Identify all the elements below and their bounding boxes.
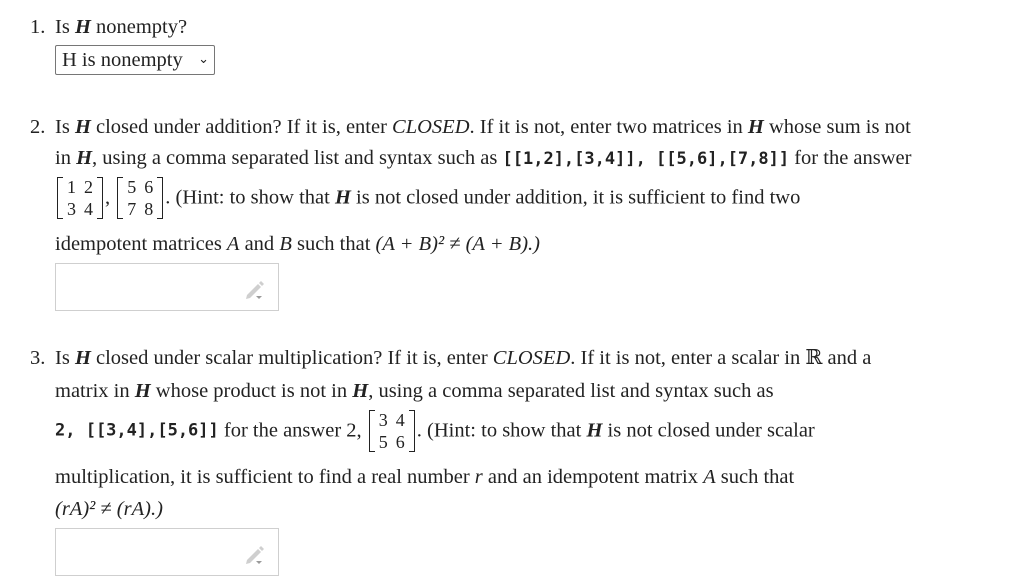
select-value: H is nonempty: [62, 49, 183, 71]
question-text-line-3: 2, [[3,4],[5,6]] for the answer 2, 3 4 5 6 . (Hint: to show that H is not closed under scalar: [55, 410, 815, 452]
formula: (rA)² ≠ (rA).): [55, 498, 163, 520]
question-number: 2.: [30, 116, 46, 138]
question-number: 3.: [30, 347, 46, 369]
example-matrix: 3 4 5 6: [369, 409, 415, 453]
question-text-line-1: Is H closed under scalar multiplication? If it is, enter CLOSED. If it is not, enter a scalar in ℝ and a: [55, 347, 872, 369]
syntax-example: [[1,2],[3,4]], [[5,6],[7,8]]: [502, 149, 790, 169]
question-text-line-4: multiplication, it is sufficient to find a real number r and an idempotent matrix A such that: [55, 466, 795, 488]
question-text-line-5: [55, 494, 163, 525]
question-text-line-1: Is H closed under addition? If it is, enter CLOSED. If it is not, enter two matrices in H whose sum is not: [55, 116, 911, 138]
chevron-down-icon: ⌄: [198, 52, 209, 67]
question-text-line-2: in H, using a comma separated list and syntax such as [[1,2],[3,4]], [[5,6],[7,8]] for the answer: [55, 147, 912, 169]
question-text: Is H nonempty?: [55, 16, 188, 38]
example-matrix-2: 5 6 7 8: [117, 176, 163, 220]
pencil-icon: [244, 278, 266, 300]
example-matrix-1: 1 2 3 4: [57, 176, 103, 220]
question-number: 1.: [30, 16, 46, 38]
answer-input-3[interactable]: [55, 528, 279, 576]
syntax-example: 2, [[3,4],[5,6]]: [55, 420, 219, 441]
answer-input-2[interactable]: [55, 263, 279, 311]
question-text-line-2: matrix in H whose product is not in H, using a comma separated list and syntax such as: [55, 380, 774, 402]
question-text-line-3: 1 2 3 4 , 5 6 7 8 . (Hint: to show that H is not closed under addition, it is sufficient to find two: [55, 176, 800, 220]
pencil-icon: [244, 543, 266, 565]
formula: (A + B)² ≠ (A + B).): [375, 233, 540, 255]
question-text-line-4: idempotent matrices A and B such that (A + B)² ≠ (A + B).): [55, 233, 540, 255]
nonempty-select[interactable]: [55, 45, 215, 75]
